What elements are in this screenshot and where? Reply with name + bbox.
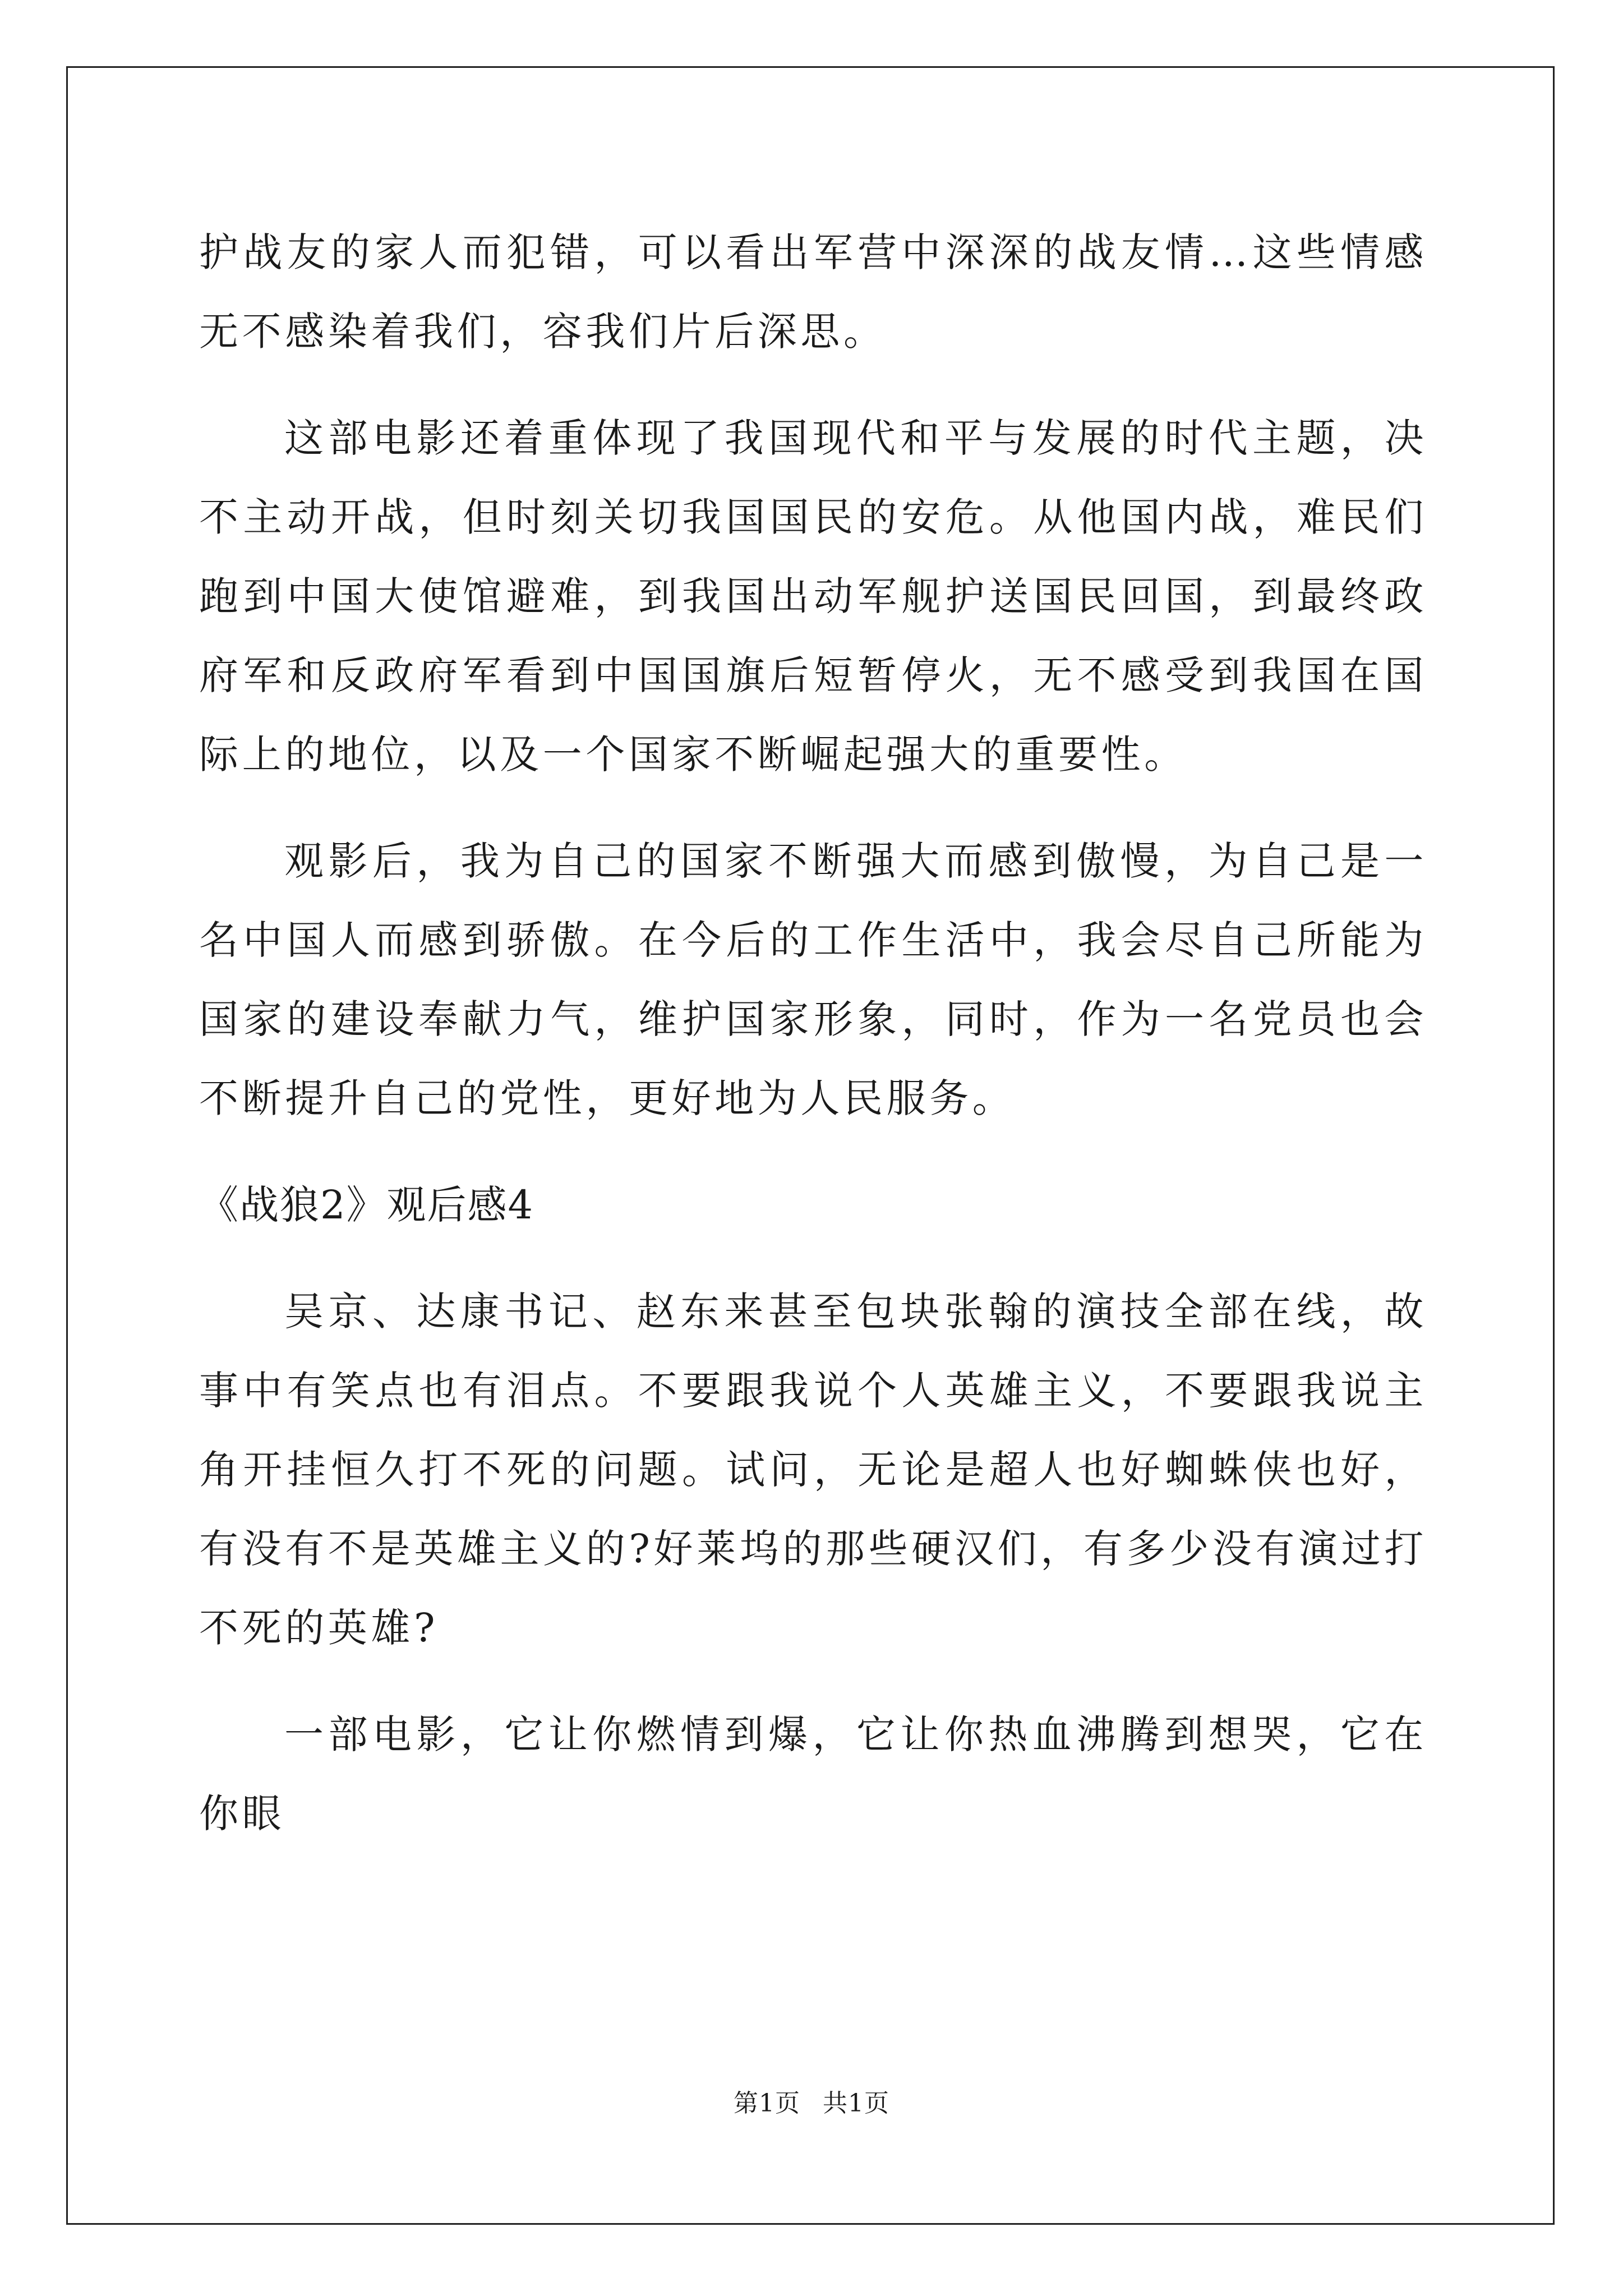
page-total: 共1页 xyxy=(823,2089,889,2118)
section-heading: 《战狼2》观后感4 xyxy=(199,1182,534,1228)
paragraph: 观影后，我为自己的国家不断强大而感到傲慢，为自己是一名中国人而感到骄傲。在今后的工作生活中，我会尽自己所能为国家的建设奉献力气，维护国家形象，同时，作为一名党员也会不断提升自己的党性，更好地为人民服务。 xyxy=(199,838,1427,1121)
paragraph: 吴京、达康书记、赵东来甚至包块张翰的演技全部在线，故事中有笑点也有泪点。不要跟我说个人英雄主义，不要跟我说主角开挂恒久打不死的问题。试问，无论是超人也好蜘蛛侠也好，有没有不是英雄主义的?好莱坞的那些硬汉们，有多少没有演过打不死的英雄? xyxy=(199,1289,1427,1651)
document-body xyxy=(199,213,1427,1881)
page-number: 第1页 xyxy=(734,2089,800,2118)
page-footer xyxy=(0,2087,1623,2120)
paragraph: 一部电影，它让你燃情到爆，它让你热血沸腾到想哭，它在你眼 xyxy=(199,1711,1427,1837)
paragraph: 这部电影还着重体现了我国现代和平与发展的时代主题，决不主动开战，但时刻关切我国国民的安危。从他国内战，难民们跑到中国大使馆避难，到我国出动军舰护送国民回国，到最终政府军和反政府军看到中国国旗后短暂停火，无不感受到我国在国际上的地位，以及一个国家不断崛起强大的重要性。 xyxy=(199,415,1427,777)
paragraph: 护战友的家人而犯错，可以看出军营中深深的战友情…这些情感无不感染着我们，容我们片后深思。 xyxy=(199,229,1427,355)
